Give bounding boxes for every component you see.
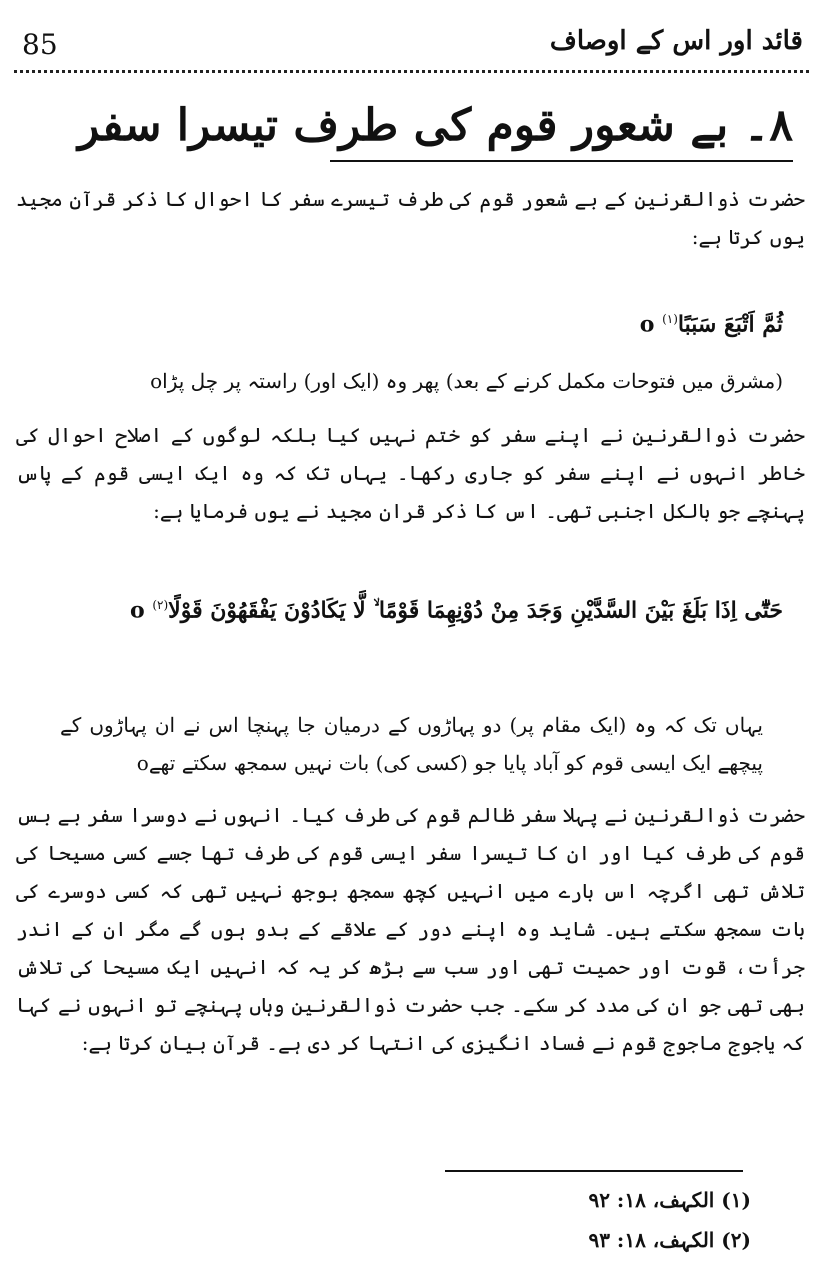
intro-paragraph: حضرت ذوالقرنین کے بے شعور قوم کی طرف تیسرے سفر کا احوال کا ذکر قرآن مجید یوں کرتا ہے: xyxy=(16,187,805,249)
paragraph-2: حضرت ذوالقرنین نے اپنے سفر کو ختم نہیں کیا بلکہ لوگوں کے اصلاح احوال کی خاطر انہوں نے اپنے سفر کو جاری رکھا۔ یہاں تک کہ وہ ایک ایسی قوم کے پاس پہنچے جو بالکل اجنبی تھی۔ اس کا ذکر قران مجید نے یوں فرمایا ہے: xyxy=(16,423,805,523)
translation-1: (مشرق میں فتوحات مکمل کرنے کے بعد) پھر وہ (ایک اور) راستہ پر چل پڑاo xyxy=(150,369,783,393)
verse-1 xyxy=(40,296,783,347)
page-number: 85 xyxy=(22,28,58,61)
paragraph-3: حضرت ذوالقرنین نے پہلا سفر ظالم قوم کی طرف کیا۔ انہوں نے دوسرا سفر بے بس قوم کی طرف کیا اور ان کا تیسرا سفر ایسی قوم کی طرف تھا جسے کسی مسیحا کی تلاش تھی اگرچہ اس بارے میں انہیں کچھ سمجھ بوجھ نہیں تھی کہ کسی دوسرے کی بات سمجھ سکتے ہیں۔ شاید وہ اپنے دور کے علاقے کے بدو ہوں گے مگر ان کے اندر جرأت، قوت اور حمیت تھی اور سب سے بڑھ کر یہ کہ انہیں ایک مسیحا کی تلاش بھی تھی جو ان کی مدد کر سکے۔ جب حضرت ذوالقرنین وہاں پہنچے تو انہوں نے کہا کہ یاجوج ماجوج قوم نے فساد انگیزی کی انتہا کر دی ہے۔ قرآن بیان کرتا ہے: xyxy=(16,803,805,1055)
heading-underline xyxy=(330,160,793,162)
verse-1-ref: (۱) xyxy=(662,312,678,326)
running-title: قائد اور اس کے اوصاف xyxy=(549,26,803,56)
verse-2-text: حَتّٰٓى اِذَا بَلَغَ بَيْنَ السَّدَّيْنِ وَجَدَ مِنْ دُوْنِهِمَا قَوْمًا ۙ لَّا يَكَادُوْنَ يَفْقَهُوْنَ قَوْلًاo xyxy=(129,597,783,624)
verse-2 xyxy=(40,582,783,633)
header-dotted-rule xyxy=(14,70,809,73)
section-heading: ۸۔ بے شعور قوم کی طرف تیسرا سفر xyxy=(78,100,793,151)
translation-2: یہاں تک کہ وہ (ایک مقام پر) دو پہاڑوں کے درمیان جا پہنچا اس نے ان پہاڑوں کے پیچھے ایک ایسی قوم کو آباد پایا جو (کسی کی) بات نہیں سمجھ سکتے تھےo xyxy=(60,713,763,775)
verse-1-text: ثُمَّ اَتْبَعَ سَبَبًاo xyxy=(639,311,783,338)
footnote-2: (۲) الکہف، ۱۸: ۹۳ xyxy=(588,1228,751,1252)
verse-2-ref: (۲) xyxy=(152,598,169,612)
page-header xyxy=(14,24,809,64)
footnote-1: (۱) الکہف، ۱۸: ۹۲ xyxy=(588,1188,751,1212)
footnote-rule xyxy=(445,1170,743,1172)
